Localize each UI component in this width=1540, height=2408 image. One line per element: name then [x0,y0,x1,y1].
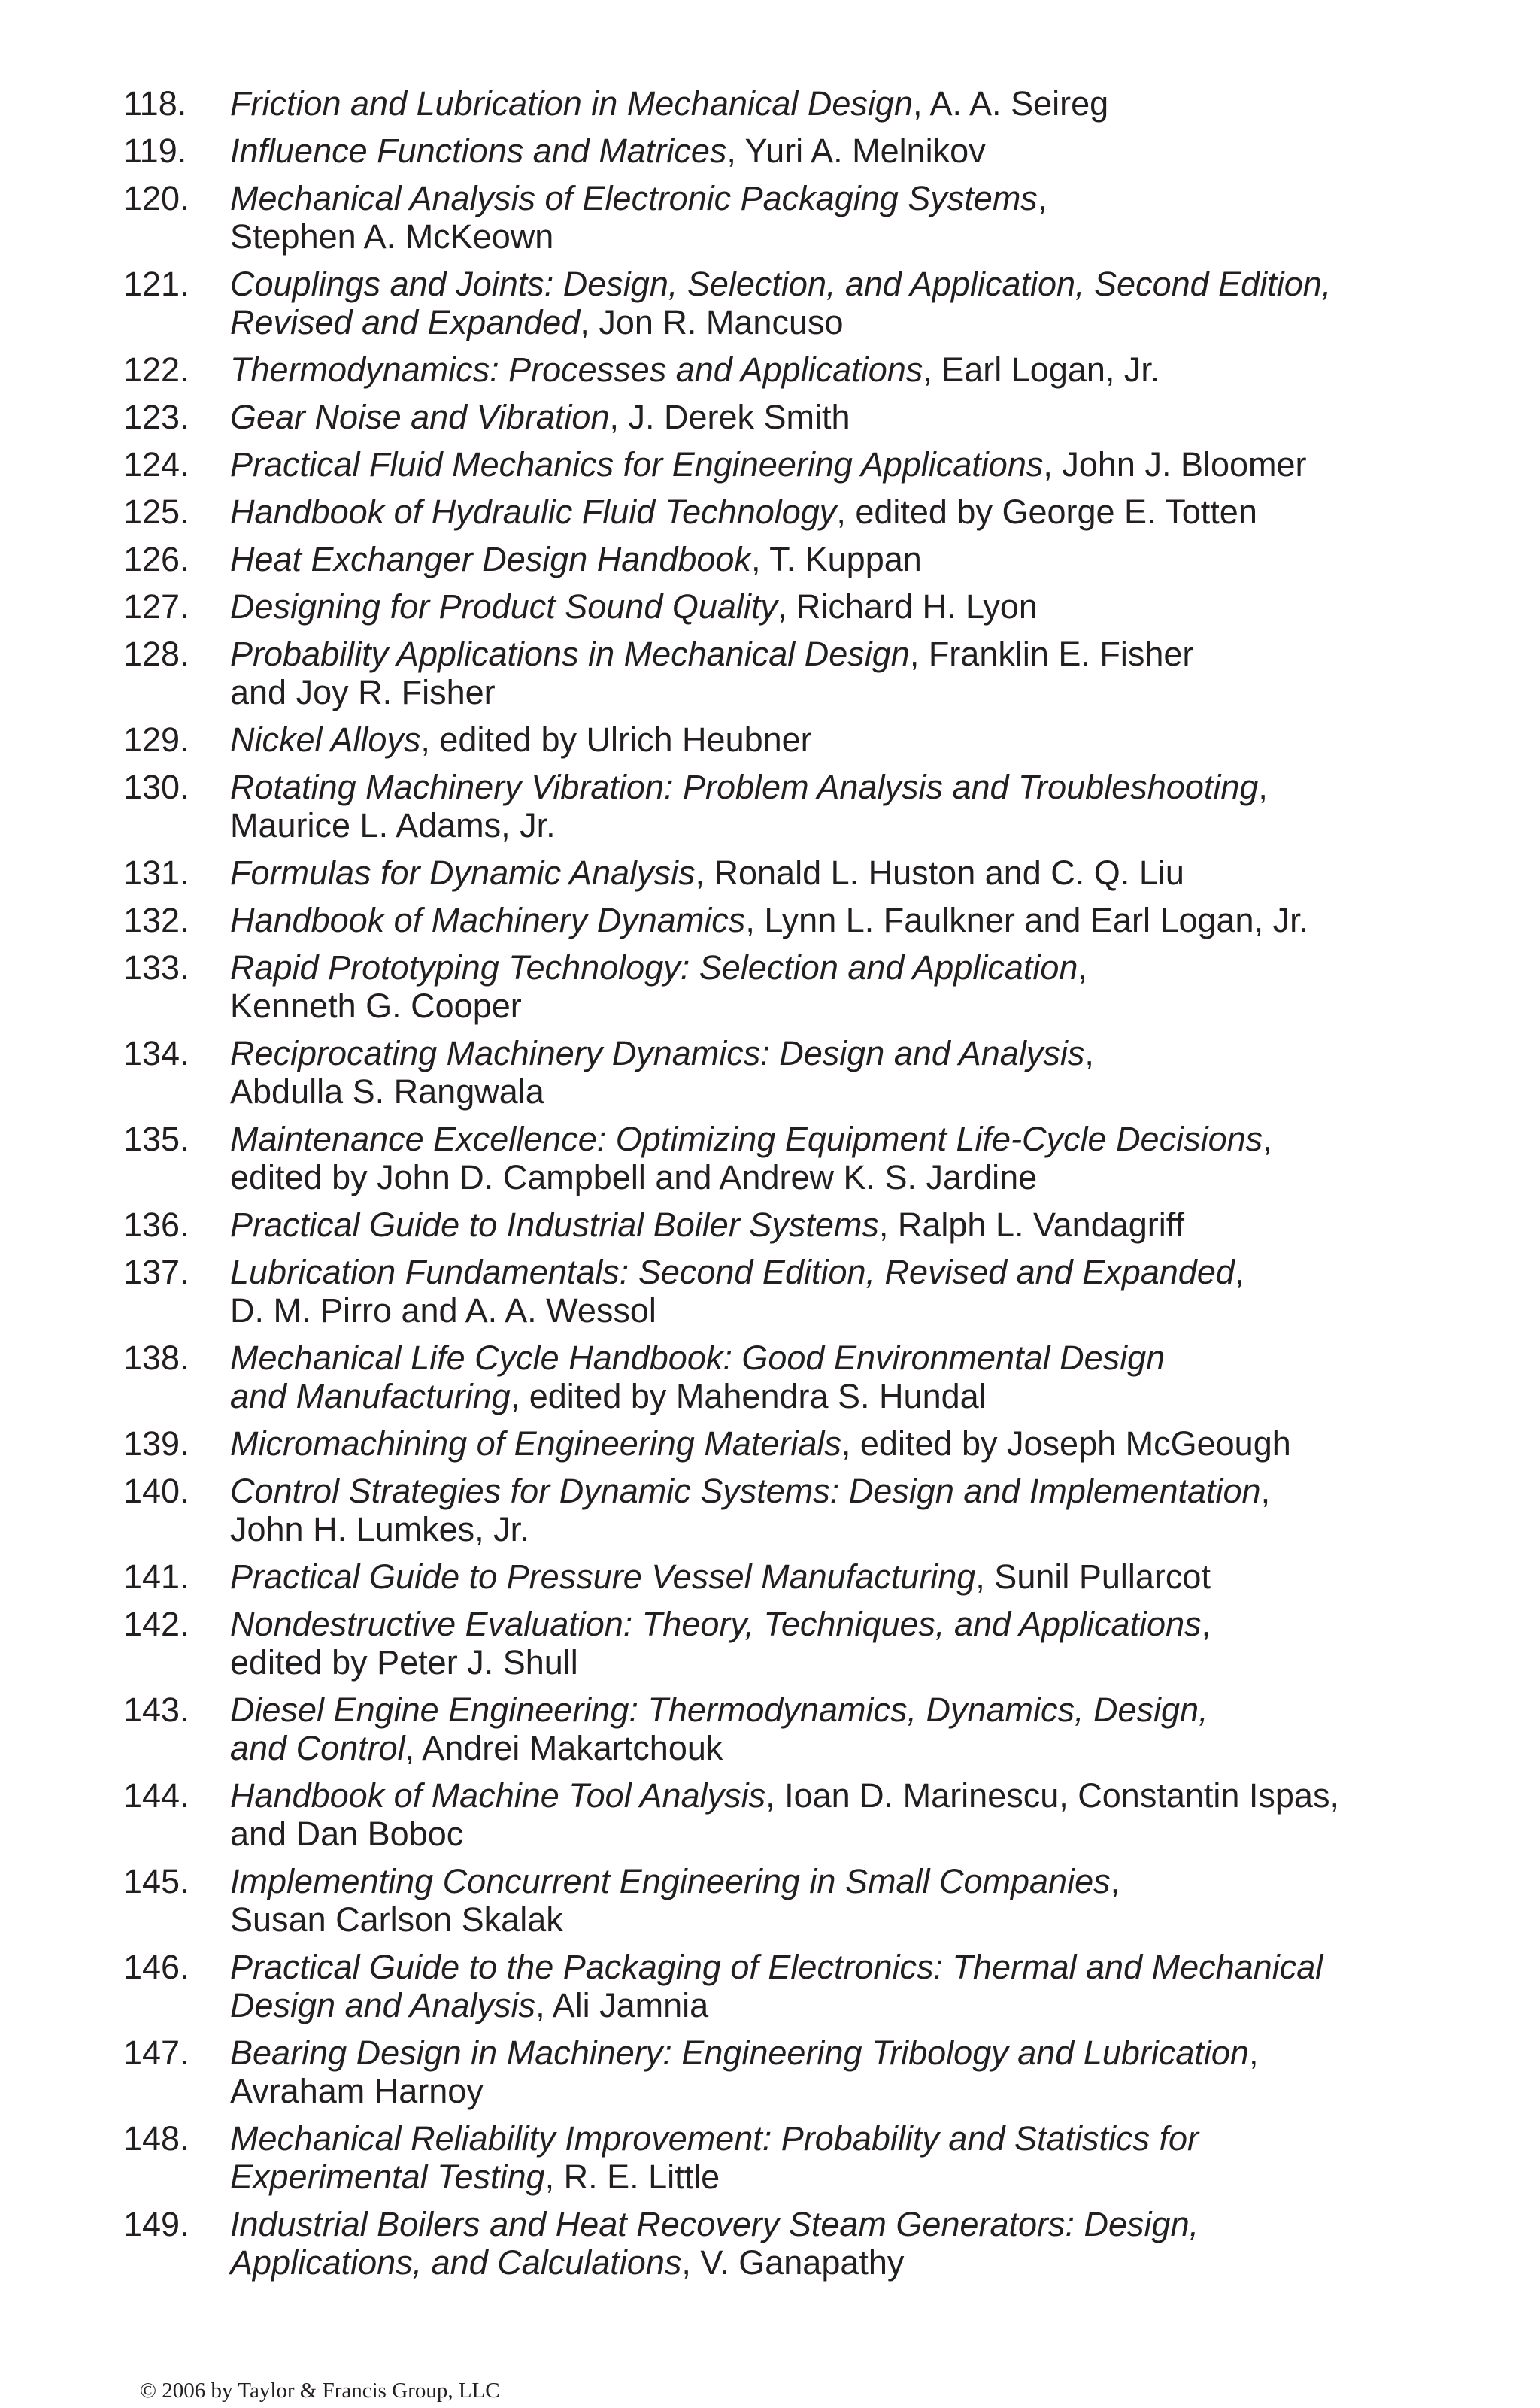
entry-title: Formulas for Dynamic Analysis [230,854,696,892]
list-item [123,1605,1402,1682]
entry-number: 118. [123,84,187,123]
entry-author: , edited by Mahendra S. Hundal [510,1377,987,1415]
entry-number: 121. [123,265,189,303]
entry-title: Couplings and Joints: Design, Selection, and Application, Second Edition, Revised and Expanded [230,265,1332,341]
entry-title: Probability Applications in Mechanical Design [230,635,910,673]
entry-text [230,1472,1402,1548]
entry-number: 123. [123,398,189,436]
entry-author: , J. Derek Smith [609,398,850,436]
list-item [123,350,1402,389]
list-item [123,132,1402,170]
entry-text [230,2119,1402,2196]
entry-author: , D. M. Pirro and A. A. Wessol [230,1253,1244,1330]
entry-author: , Yuri A. Melnikov [726,132,986,170]
entry-number: 142. [123,1605,189,1643]
entry-author: , edited by John D. Campbell and Andrew K. S. Jardine [230,1120,1272,1196]
list-item [123,1034,1402,1111]
entry-author: , edited by Joseph McGeough [841,1424,1291,1463]
entry-author: , Earl Logan, Jr. [923,350,1160,389]
entry-author: , Sunil Pullarcot [975,1557,1211,1596]
entry-title: Nondestructive Evaluation: Theory, Techniques, and Applications [230,1605,1202,1643]
entry-number: 147. [123,2033,189,2072]
list-item [123,1120,1402,1196]
copyright-footer: © 2006 by Taylor & Francis Group, LLC [140,2379,500,2403]
list-item [123,768,1402,845]
entry-number: 126. [123,540,189,578]
entry-author: , Abdulla S. Rangwala [230,1034,1094,1111]
entry-number: 120. [123,179,189,217]
entry-author: , A. A. Seireg [912,84,1109,123]
list-item [123,1253,1402,1330]
entry-number: 131. [123,854,189,892]
entry-number: 146. [123,1948,189,1986]
entry-number: 139. [123,1424,189,1463]
entry-title: Maintenance Excellence: Optimizing Equipment Life-Cycle Decisions [230,1120,1263,1158]
book-series-list [123,84,1402,2291]
entry-number: 138. [123,1339,189,1377]
list-item [123,854,1402,892]
entry-number: 134. [123,1034,189,1072]
entry-title: Micromachining of Engineering Materials [230,1424,841,1463]
list-item [123,587,1402,626]
entry-title: Industrial Boilers and Heat Recovery Steam Generators: Design, Applications, and Calculations [230,2205,1199,2282]
entry-author: , John H. Lumkes, Jr. [230,1472,1271,1548]
entry-number: 137. [123,1253,189,1291]
entry-number: 141. [123,1557,189,1596]
entry-title: Gear Noise and Vibration [230,398,610,436]
entry-author: , Ronald L. Huston and C. Q. Liu [695,854,1184,892]
entry-number: 148. [123,2119,189,2158]
entry-text [230,2033,1402,2110]
entry-text [230,493,1402,531]
entry-title: Lubrication Fundamentals: Second Edition, Revised and Expanded [230,1253,1235,1291]
entry-title: Reciprocating Machinery Dynamics: Design and Analysis [230,1034,1085,1072]
entry-number: 128. [123,635,189,673]
entry-title: Bearing Design in Machinery: Engineering Tribology and Lubrication [230,2033,1249,2072]
entry-text [230,265,1402,341]
entry-author: , edited by Ulrich Heubner [420,720,812,759]
entry-author: , R. E. Little [544,2158,720,2196]
entry-number: 136. [123,1206,189,1244]
entry-title: Handbook of Hydraulic Fluid Technology [230,493,837,531]
list-item [123,265,1402,341]
list-item [123,720,1402,759]
list-item [123,179,1402,256]
entry-author: , Ralph L. Vandagriff [878,1206,1184,1244]
entry-number: 132. [123,901,189,939]
entry-author: , Lynn L. Faulkner and Earl Logan, Jr. [745,901,1309,939]
list-item [123,84,1402,123]
list-item [123,540,1402,578]
entry-text [230,132,1402,170]
entry-text [230,1339,1402,1415]
entry-author: , V. Ganapathy [681,2243,905,2282]
entry-author: , Maurice L. Adams, Jr. [230,768,1268,845]
entry-number: 140. [123,1472,189,1510]
entry-title: Implementing Concurrent Engineering in Small Companies [230,1862,1111,1900]
entry-title: Thermodynamics: Processes and Applications [230,350,923,389]
entry-author: , Richard H. Lyon [777,587,1038,626]
entry-title: Diesel Engine Engineering: Thermodynamics, Dynamics, Design, and Control [230,1691,1208,1767]
entry-text [230,398,1402,436]
list-item [123,2033,1402,2110]
entry-author: , Ioan D. Marinescu, Constantin Ispas, and Dan Boboc [230,1776,1339,1853]
list-item [123,445,1402,484]
entry-text [230,84,1402,123]
entry-number: 125. [123,493,189,531]
entry-title: Practical Fluid Mechanics for Engineering Applications [230,445,1044,484]
entry-author: , Franklin E. Fisher and Joy R. Fisher [230,635,1194,711]
entry-text [230,540,1402,578]
entry-title: Handbook of Machine Tool Analysis [230,1776,766,1815]
entry-text [230,1557,1402,1596]
entry-text [230,901,1402,939]
entry-text [230,948,1402,1025]
list-item [123,1862,1402,1939]
entry-text [230,2205,1402,2282]
entry-number: 119. [123,132,187,170]
entry-text [230,1776,1402,1853]
list-item [123,1776,1402,1853]
list-item [123,1339,1402,1415]
entry-title: Influence Functions and Matrices [230,132,727,170]
entry-text [230,587,1402,626]
entry-author: , Avraham Harnoy [230,2033,1259,2110]
entry-number: 143. [123,1691,189,1729]
list-item [123,901,1402,939]
entry-author: , Jon R. Mancuso [580,303,844,341]
list-item [123,1948,1402,2024]
entry-number: 135. [123,1120,189,1158]
list-item [123,493,1402,531]
entry-number: 130. [123,768,189,806]
entry-author: , Stephen A. McKeown [230,179,1047,256]
entry-title: Control Strategies for Dynamic Systems: Design and Implementation [230,1472,1261,1510]
entry-text [230,350,1402,389]
entry-author: , edited by Peter J. Shull [230,1605,1211,1682]
list-item [123,1691,1402,1767]
entry-text [230,720,1402,759]
list-item [123,398,1402,436]
entry-author: , Ali Jamnia [535,1986,709,2024]
entry-text [230,768,1402,845]
entry-author: , T. Kuppan [750,540,922,578]
entry-author: , Susan Carlson Skalak [230,1862,1120,1939]
list-item [123,948,1402,1025]
entry-text [230,1691,1402,1767]
entry-text [230,1862,1402,1939]
entry-text [230,1948,1402,2024]
entry-text [230,179,1402,256]
entry-title: Nickel Alloys [230,720,421,759]
entry-author: , John J. Bloomer [1043,445,1307,484]
list-item [123,2205,1402,2282]
entry-title: Practical Guide to Industrial Boiler Systems [230,1206,879,1244]
entry-text [230,1424,1402,1463]
entry-title: Mechanical Reliability Improvement: Probability and Statistics for Experimental Testing [230,2119,1199,2196]
list-item [123,1472,1402,1548]
entry-title: Mechanical Life Cycle Handbook: Good Environmental Design and Manufacturing [230,1339,1166,1415]
list-item [123,1557,1402,1596]
entry-title: Rotating Machinery Vibration: Problem Analysis and Troubleshooting [230,768,1259,806]
entry-title: Practical Guide to the Packaging of Electronics: Thermal and Mechanical Design and Analysis [230,1948,1323,2024]
list-item [123,1206,1402,1244]
entry-text [230,1034,1402,1111]
entry-text [230,854,1402,892]
entry-author: , Kenneth G. Cooper [230,948,1087,1025]
entry-number: 129. [123,720,189,759]
entry-text [230,635,1402,711]
entry-title: Handbook of Machinery Dynamics [230,901,746,939]
entry-text [230,1605,1402,1682]
entry-number: 127. [123,587,189,626]
list-item [123,1424,1402,1463]
entry-number: 133. [123,948,189,987]
entry-title: Heat Exchanger Design Handbook [230,540,751,578]
entry-title: Designing for Product Sound Quality [230,587,778,626]
entry-number: 144. [123,1776,189,1815]
entry-number: 149. [123,2205,189,2243]
entry-number: 122. [123,350,189,389]
entry-author: , edited by George E. Totten [836,493,1257,531]
entry-title: Practical Guide to Pressure Vessel Manufacturing [230,1557,976,1596]
entry-text [230,1253,1402,1330]
entry-text [230,1120,1402,1196]
entry-text [230,1206,1402,1244]
entry-number: 145. [123,1862,189,1900]
list-item [123,2119,1402,2196]
list-item [123,635,1402,711]
entry-number: 124. [123,445,189,484]
entry-title: Friction and Lubrication in Mechanical Design [230,84,913,123]
entry-title: Mechanical Analysis of Electronic Packaging Systems [230,179,1038,217]
entry-text [230,445,1402,484]
entry-author: , Andrei Makartchouk [405,1729,723,1767]
entry-title: Rapid Prototyping Technology: Selection and Application [230,948,1078,987]
